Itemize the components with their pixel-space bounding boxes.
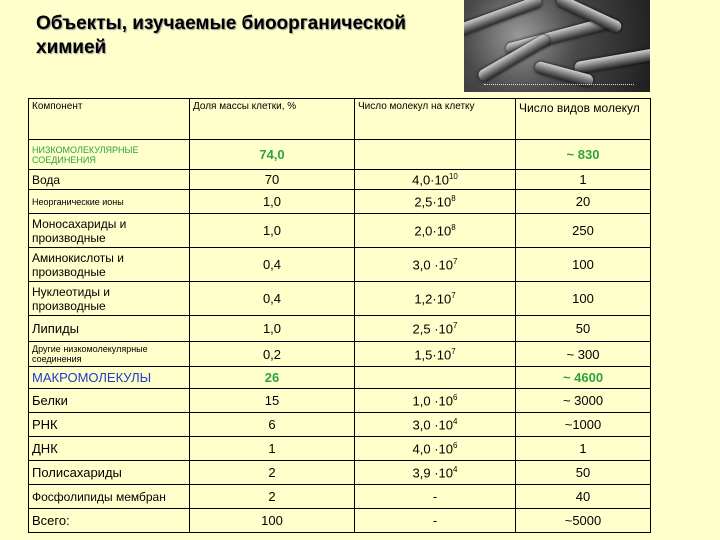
molecule-count: $1,0 \cdot 10^6$ [355, 389, 516, 413]
mass-percent: 1,0 [190, 316, 355, 342]
kinds-count: 100 [516, 248, 651, 282]
component-name: Нуклеотиды и производные [29, 282, 190, 316]
group-kinds: ~ 830 [516, 140, 651, 170]
kinds-count: 40 [516, 485, 651, 509]
table-row [29, 461, 651, 485]
table-row [29, 282, 651, 316]
molecule-count: $4,0\cdot 10^{10}$ [355, 170, 516, 190]
mass-percent: 6 [190, 413, 355, 437]
exponent: 8 [451, 194, 456, 204]
exponent: 7 [453, 321, 458, 331]
table-row [29, 342, 651, 367]
table-row [29, 190, 651, 214]
table-row [29, 316, 651, 342]
molecule-count: - [355, 485, 516, 509]
table-row [29, 248, 651, 282]
exponent: 6 [453, 441, 458, 451]
total-mass: 100 [190, 509, 355, 533]
total-kinds: ~5000 [516, 509, 651, 533]
component-name: ДНК [29, 437, 190, 461]
component-name: Фосфолипиды мембран [29, 485, 190, 509]
component-name: Моносахариды и производные [29, 214, 190, 248]
total-count: - [355, 509, 516, 533]
kinds-count: ~1000 [516, 413, 651, 437]
composition-table [28, 98, 651, 533]
exponent: 7 [451, 346, 456, 356]
group-label: МАКРОМОЛЕКУЛЫ [29, 367, 190, 389]
mass-percent: 1 [190, 437, 355, 461]
component-name: Неорганические ионы [29, 190, 190, 214]
bacteria-micrograph [464, 0, 650, 92]
kinds-count: 100 [516, 282, 651, 316]
mass-percent: 0,4 [190, 248, 355, 282]
kinds-count: 1 [516, 170, 651, 190]
total-label: Всего: [29, 509, 190, 533]
component-name: Аминокислоты и производные [29, 248, 190, 282]
exponent: 4 [453, 465, 458, 475]
exponent: 8 [451, 223, 456, 233]
header-count: Число молекул на клетку [355, 99, 516, 140]
kinds-count: 20 [516, 190, 651, 214]
header-kinds: Число видов молекул [516, 99, 651, 140]
group-row-macro [29, 367, 651, 389]
total-row [29, 509, 651, 533]
kinds-count: 50 [516, 461, 651, 485]
group-label: НИЗКОМОЛЕКУЛЯРНЫЕ СОЕДИНЕНИЯ [29, 140, 190, 170]
table-row [29, 389, 651, 413]
component-name: Липиды [29, 316, 190, 342]
mass-percent: 1,0 [190, 214, 355, 248]
molecule-count: $1,5\cdot 10^7$ [355, 342, 516, 367]
table-row [29, 485, 651, 509]
mass-percent: 70 [190, 170, 355, 190]
molecule-count: $3,0 \cdot 10^4$ [355, 413, 516, 437]
molecule-count: $3,0 \cdot 10^7$ [355, 248, 516, 282]
kinds-count: 250 [516, 214, 651, 248]
mass-percent: 2 [190, 461, 355, 485]
table-row [29, 437, 651, 461]
molecule-count: $2,5\cdot 10^8$ [355, 190, 516, 214]
molecule-count: $3,9 \cdot 10^4$ [355, 461, 516, 485]
group-row-low-molecular [29, 140, 651, 170]
group-kinds: ~ 4600 [516, 367, 651, 389]
group-mass: 26 [190, 367, 355, 389]
mass-percent: 2 [190, 485, 355, 509]
exponent: 7 [453, 257, 458, 267]
molecule-count: $4,0 \cdot 10^6$ [355, 437, 516, 461]
exponent: 4 [453, 417, 458, 427]
exponent: 10 [448, 172, 458, 181]
component-name: Вода [29, 170, 190, 190]
mass-percent: 15 [190, 389, 355, 413]
molecule-count: $2,5 \cdot 10^7$ [355, 316, 516, 342]
group-mass: 74,0 [190, 140, 355, 170]
exponent: 7 [451, 291, 456, 301]
kinds-count: 1 [516, 437, 651, 461]
component-name: Белки [29, 389, 190, 413]
component-name: РНК [29, 413, 190, 437]
kinds-count: 50 [516, 316, 651, 342]
component-name: Полисахариды [29, 461, 190, 485]
header-mass: Доля массы клетки, % [190, 99, 355, 140]
header-component: Компонент [29, 99, 190, 140]
slide-title: Объекты, изучаемые биоорганической химией [36, 13, 406, 58]
kinds-count: ~ 300 [516, 342, 651, 367]
mass-percent: 0,2 [190, 342, 355, 367]
component-name: Другие низкомолекулярные соединения [29, 342, 190, 367]
molecule-count: $2,0\cdot 10^8$ [355, 214, 516, 248]
table-row [29, 214, 651, 248]
table-header-row [29, 99, 651, 140]
mass-percent: 1,0 [190, 190, 355, 214]
table-row [29, 170, 651, 190]
molecule-count: $1,2\cdot 10^7$ [355, 282, 516, 316]
kinds-count: ~ 3000 [516, 389, 651, 413]
table-row [29, 413, 651, 437]
mass-percent: 0,4 [190, 282, 355, 316]
exponent: 6 [453, 393, 458, 403]
